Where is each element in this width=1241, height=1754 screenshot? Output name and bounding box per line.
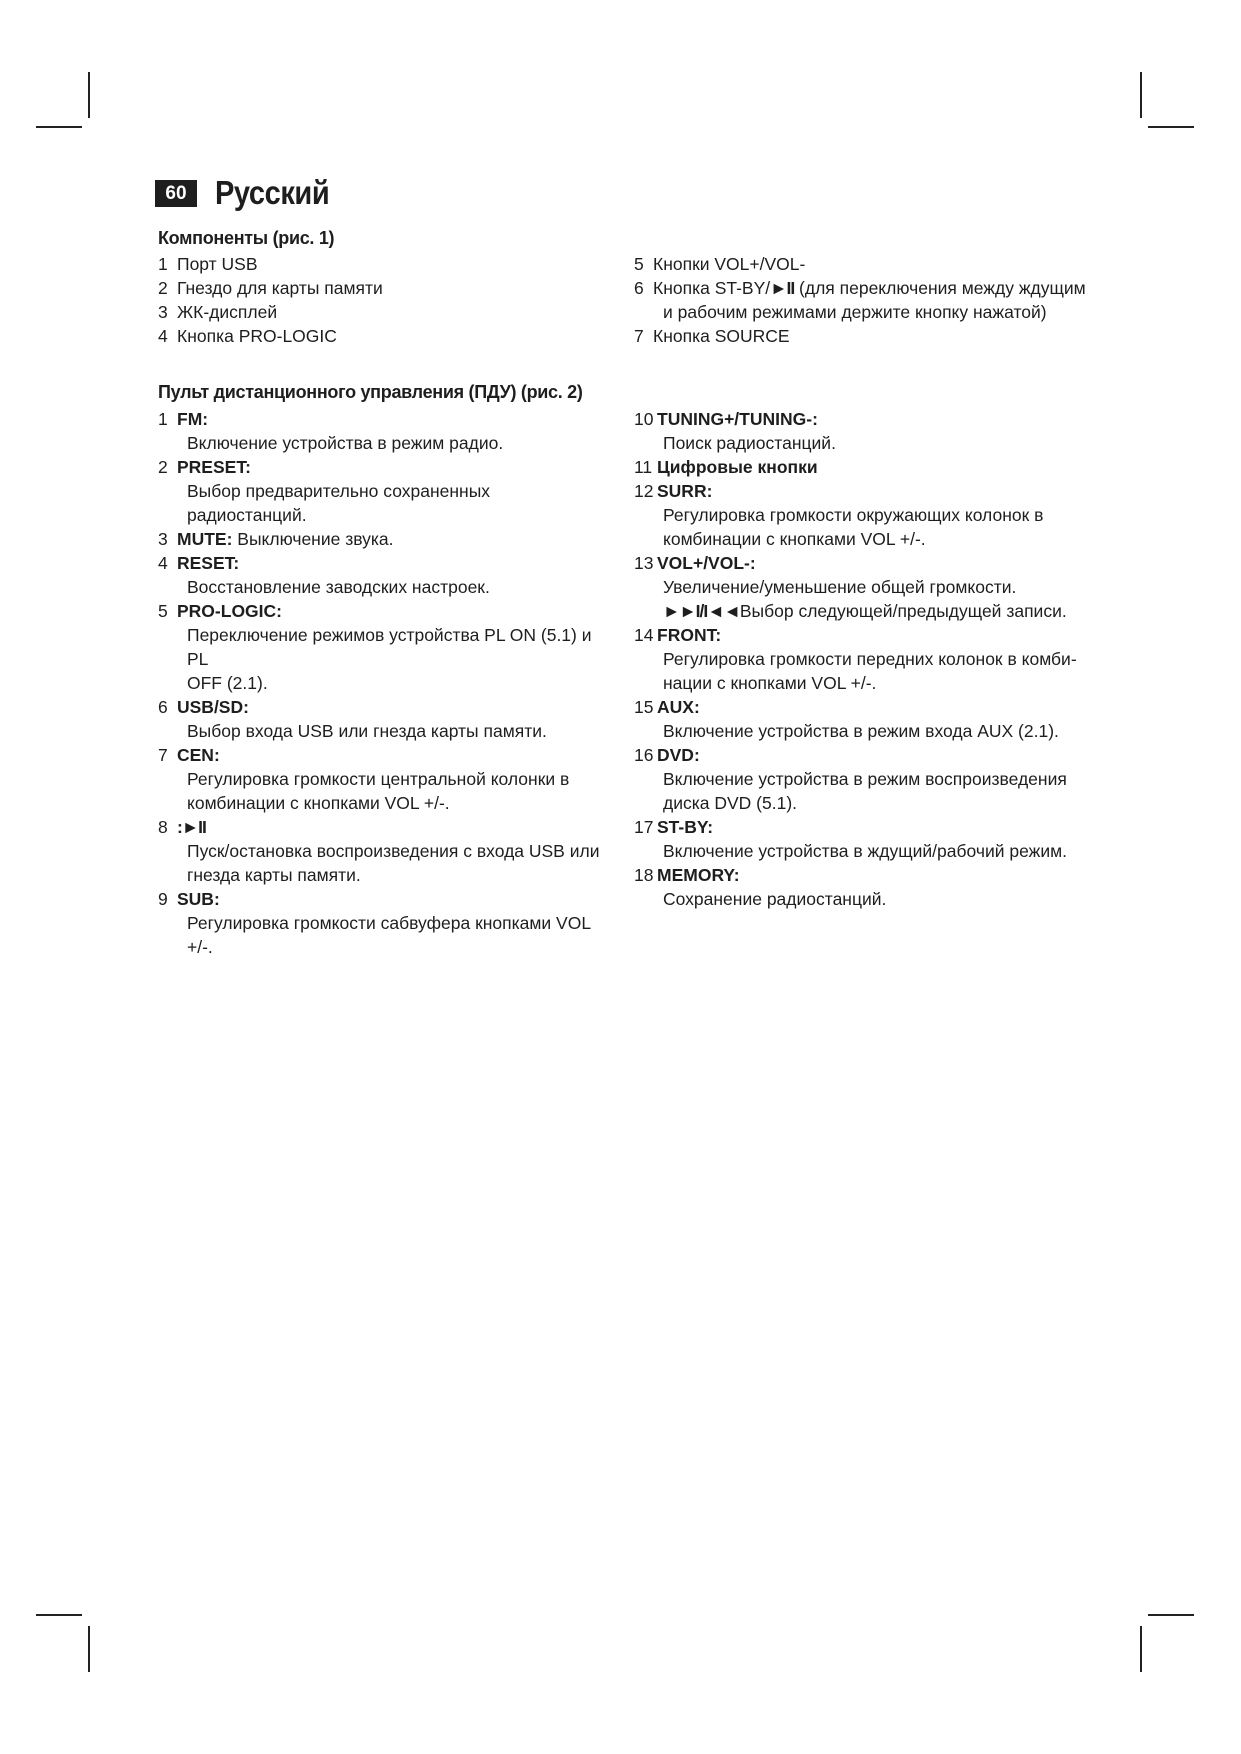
list-item-continuation: и рабочим режимами держите кнопку нажатой) [663,302,1047,322]
list-item: 8 :►II [158,817,206,837]
components-right-list [634,252,1094,348]
list-item: 15 AUX: [634,697,700,717]
play-pause-icon: :►II [177,817,206,837]
crop-mark [1140,1626,1142,1672]
list-item: 18 MEMORY: [634,865,740,885]
list-item: 10 TUNING+/TUNING-: [634,409,818,429]
remote-right-list: 10 TUNING+/TUNING-: Поиск радиостанций. 11 Цифровые кнопки 12 SURR: Регулировка громкости окружающих колонок в комбинации с кнопками VOL +/-. 13 VOL+/VOL-: Увеличение/уменьшение общей громкости. ►►I/I◄◄Выбор следующей/предыдущей записи. 14 FRONT: Регулировка громкости передних колонок в комби- нации с кнопками VOL +/-. 15 AUX: Включение устройства в режим входа AUX (2.1). 16 DVD: Включение устройства в режим воспроизведения диска DVD (5.1). 17 ST-BY: Включение устройства в ждущий/рабочий режим. 18 MEMORY: Сохранение радиостанций. [634,407,1104,911]
crop-mark [88,1626,90,1672]
list-item: 3 MUTE: Выключение звука. [158,529,394,549]
list-item: 9 SUB: [158,889,220,909]
crop-mark [1148,1614,1194,1616]
crop-mark [88,72,90,118]
list-item: 5 PRO-LOGIC: [158,601,282,621]
list-item: 13 VOL+/VOL-: [634,553,756,573]
remote-title: Пульт дистанционного управления (ПДУ) (рис. 2) [158,382,583,402]
crop-mark [1148,126,1194,128]
list-item: 2 Гнездо для карты памяти [158,278,383,298]
list-item: 16 DVD: [634,745,700,765]
page-header [155,174,345,212]
list-item: 17 ST-BY: [634,817,714,837]
list-item: 1 FM: [158,409,209,429]
crop-mark [36,126,82,128]
list-item: 7 CEN: [158,745,220,765]
list-item: 4 RESET: [158,553,240,573]
list-item: 1 Порт USB [158,254,258,274]
list-item: 5 Кнопки VOL+/VOL- [634,254,806,274]
list-item: 7 Кнопка SOURCE [634,326,790,346]
components-left-list [158,252,588,348]
remote-left-list: 1 FM: Включение устройства в режим радио. 2 PRESET: Выбор предварительно сохраненных радиостанций. 3 MUTE: Выключение звука. 4 RESET: Восстановление заводских настроек. 5 PRO-LOGIC: Переключение режимов устройства PL ON (5.1) и PL OFF (2.1). 6 USB/SD: Выбор входа USB или гнезда карты памяти. 7 CEN: Регулировка громкости центральной колонки в комбинации с кнопками VOL +/-. 8 :►II Пуск/остановка воспроизведения с входа USB или гнезда карты памяти. 9 SUB: Регулировка громкости сабвуфера кнопками VOL +/-. [158,407,608,959]
list-item: 6 USB/SD: [158,697,249,717]
components-title: Компоненты (рис. 1) [158,228,335,248]
skip-icon: ►►I/I◄◄ [663,601,740,621]
page-title: Русский [215,174,330,211]
list-item: 6 Кнопка ST-BY/►II (для переключения между ждущим [634,278,1086,298]
list-item: 3 ЖК-дисплей [158,302,278,322]
list-item: 4 Кнопка PRO-LOGIC [158,326,337,346]
page-number: 60 [155,180,197,207]
play-pause-icon: ►II [770,278,795,298]
list-item: 14 FRONT: [634,625,722,645]
list-item: 2 PRESET: [158,457,251,477]
crop-mark [1140,72,1142,118]
crop-mark [36,1614,82,1616]
list-item: 12 SURR: [634,481,713,501]
list-item: 11 Цифровые кнопки [634,457,818,477]
